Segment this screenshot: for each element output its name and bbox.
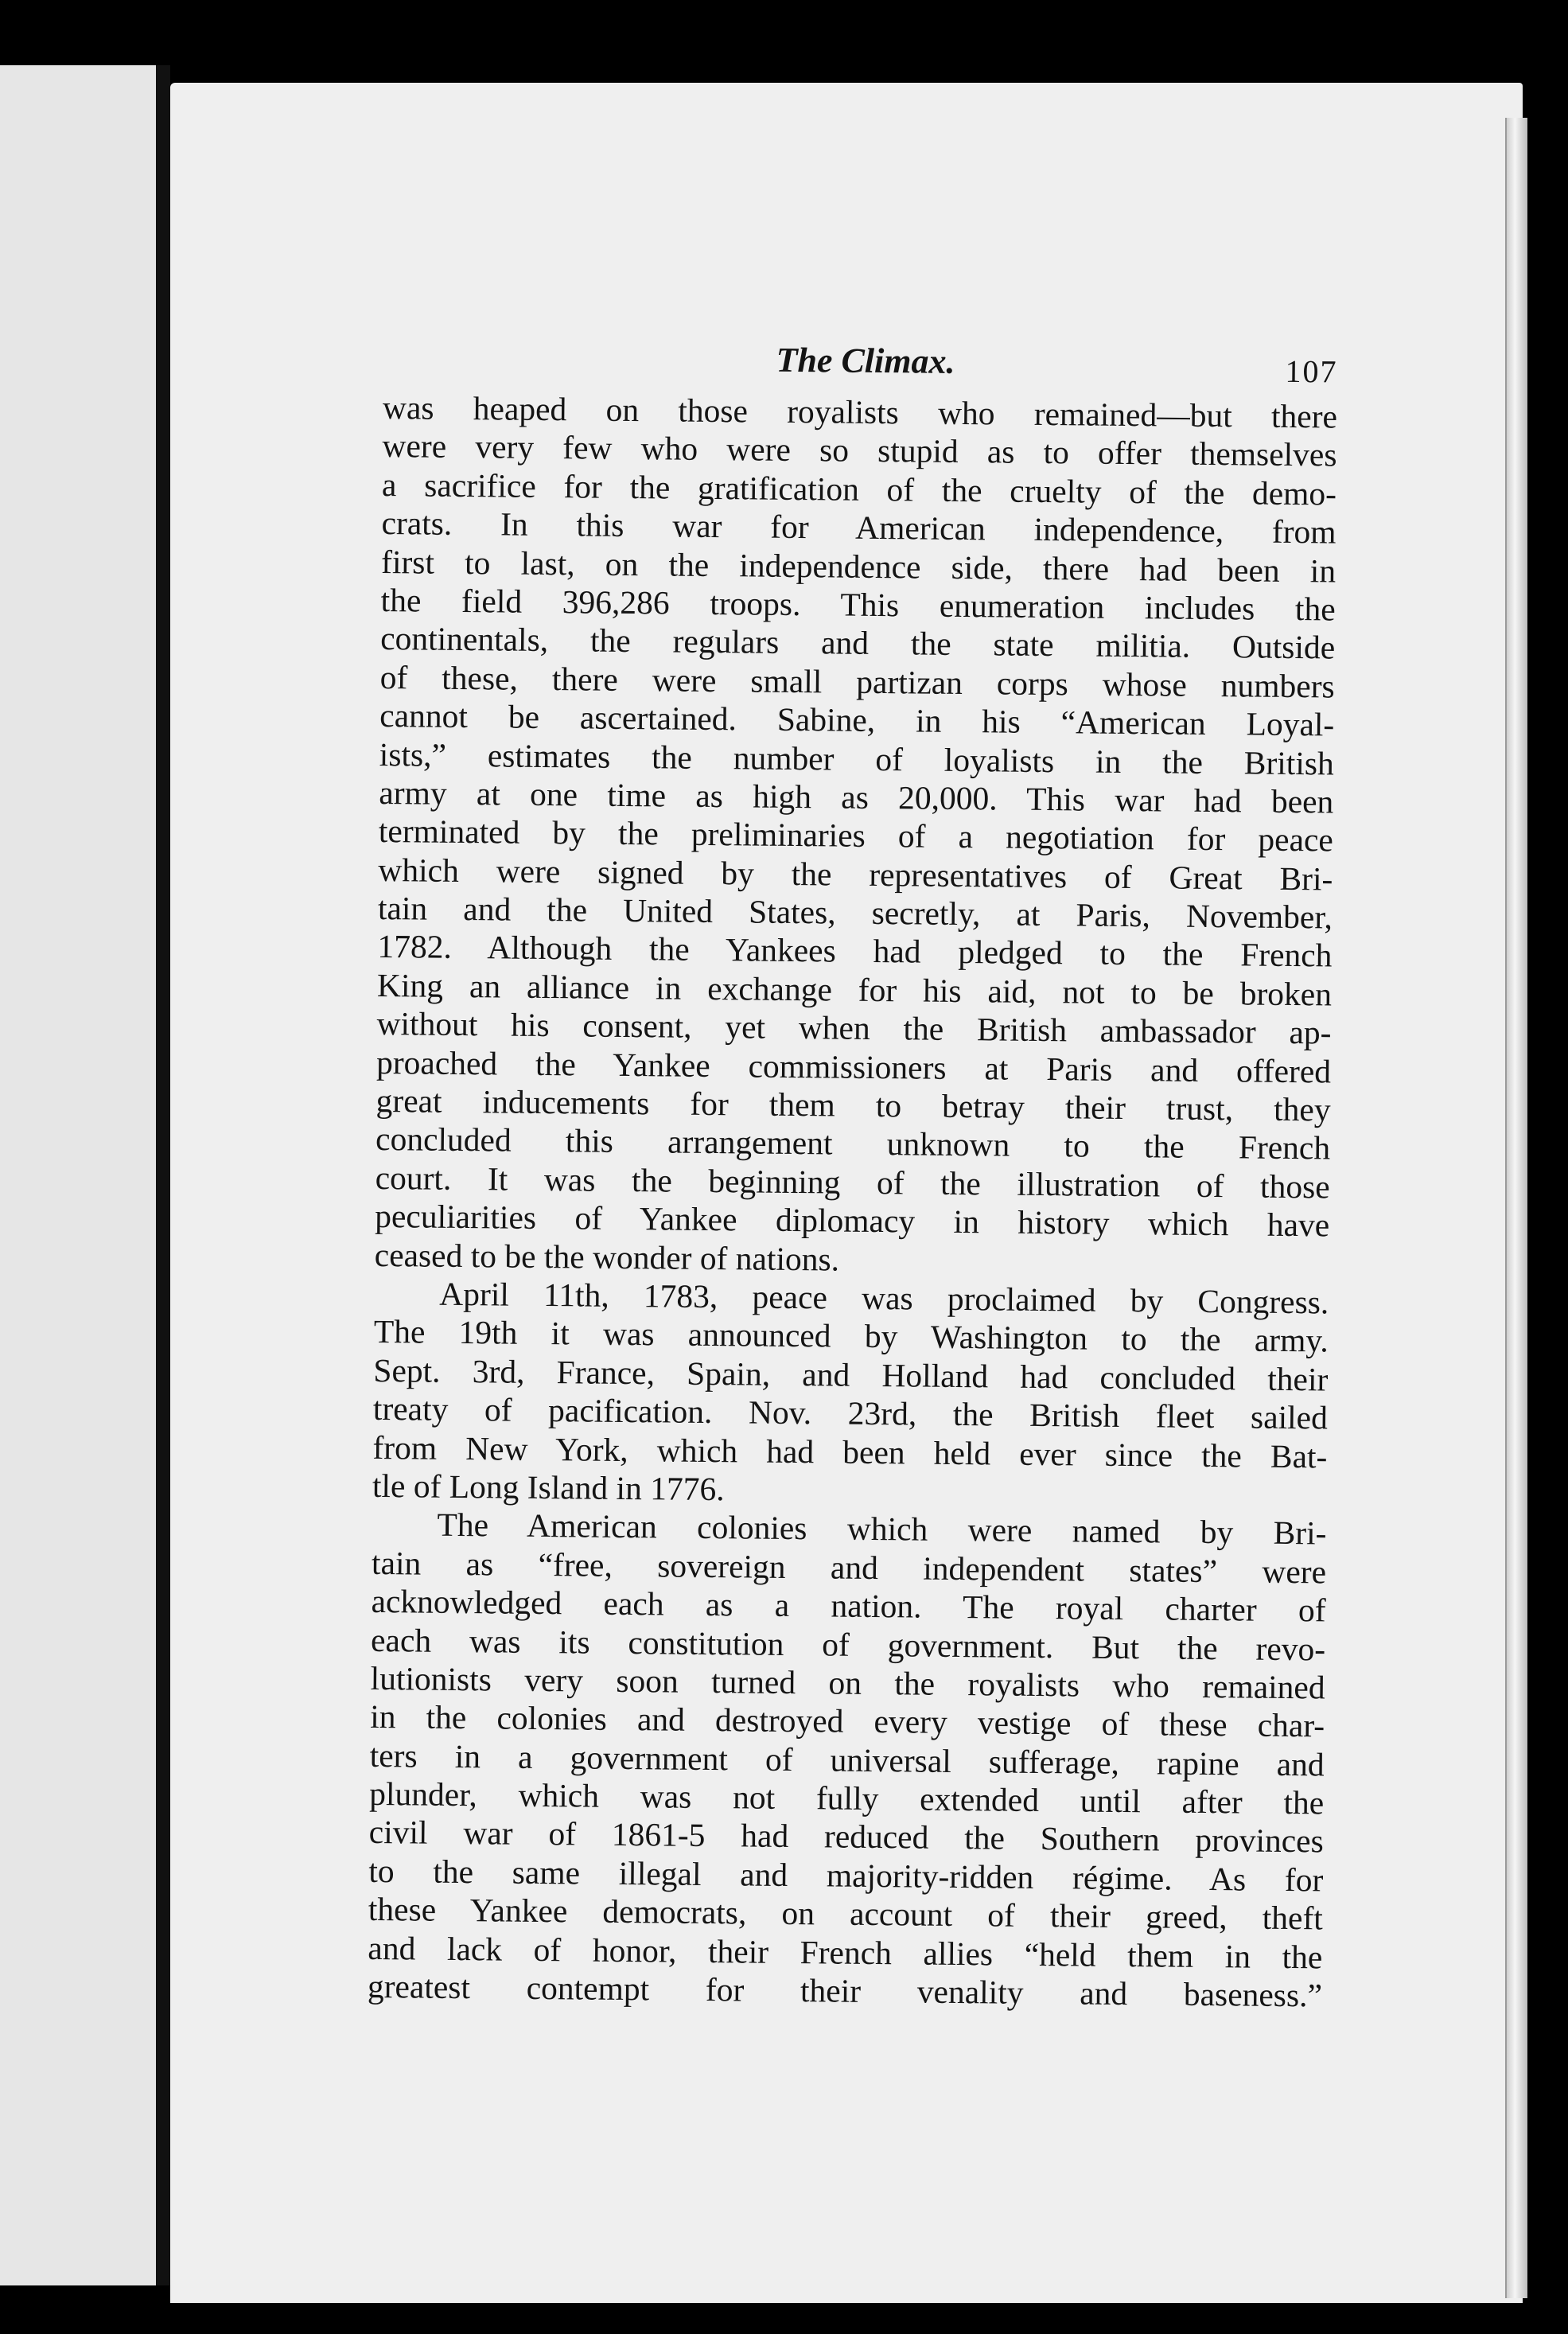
text-line: 1782. Although the Yankees had pledged to the French: [377, 928, 1333, 974]
text-line: acknowledged each as a nation. The royal charter of: [371, 1583, 1326, 1629]
text-line: tain as “free, sovereign and independent states” were: [371, 1544, 1327, 1591]
text-line: each was its constitution of government. But the revo-: [370, 1621, 1326, 1667]
text-line: King an alliance in exchange for his aid, not to be broken: [376, 966, 1333, 1013]
text-line: the field 396,286 troops. This enumeration includes the: [380, 581, 1336, 628]
text-line: Sept. 3rd, France, Spain, and Holland had concluded their: [373, 1351, 1329, 1398]
text-line: and lack of honor, their French allies “held them in the: [368, 1929, 1323, 1976]
text-line: in the colonies and destroyed every vestige of these char-: [369, 1698, 1325, 1744]
text-line: terminated by the preliminaries of a negotiation for peace: [378, 812, 1334, 859]
body-text: [368, 388, 1337, 2015]
text-line: The 19th it was announced by Washington to the army.: [373, 1313, 1329, 1359]
text-line: civil war of 1861-5 had reduced the Southern provinces: [368, 1814, 1324, 1860]
text-line: court. It was the beginning of the illustration of those: [375, 1159, 1330, 1206]
text-line: ters in a government of universal sufferage, rapine and: [369, 1736, 1325, 1783]
page-fore-edge: [1505, 118, 1527, 2298]
text-line: continentals, the regulars and the state militia. Outside: [379, 620, 1336, 666]
text-line: greatest contempt for their venality and baseness.”: [367, 1967, 1323, 2014]
text-line: crats. In this war for American independence, from: [381, 505, 1336, 551]
text-line: a sacrifice for the gratification of the cruelty of the demo-: [381, 466, 1337, 512]
text-line: first to last, on the independence side, there had been in: [380, 543, 1336, 590]
text-line: great inducements for them to betray their trust, they: [375, 1081, 1331, 1128]
text-line: cannot be ascertained. Sabine, in his “American Loyal-: [379, 697, 1335, 743]
text-line: tain and the United States, secretly, at Paris, November,: [377, 890, 1333, 936]
text-line: which were signed by the representatives of Great Bri-: [378, 851, 1333, 898]
text-line: peculiarities of Yankee diplomacy in history which have: [375, 1198, 1330, 1244]
page-number: 107: [1285, 353, 1338, 390]
text-line: were very few who were so stupid as to offer themselves: [382, 427, 1337, 473]
book-gutter: [156, 65, 170, 2285]
text-line: without his consent, yet when the British ambassador ap-: [376, 1005, 1332, 1051]
text-line: of these, there were small partizan corps whose numbers: [379, 658, 1335, 705]
page-text-block: [368, 325, 1338, 2015]
text-line: these Yankee democrats, on account of their greed, theft: [368, 1891, 1324, 1937]
text-line: April 11th, 1783, peace was proclaimed by Congress.: [439, 1275, 1329, 1321]
text-line: to the same illegal and majority-ridden régime. As for: [368, 1852, 1324, 1899]
text-line: lutionists very soon turned on the royalists who remained: [370, 1659, 1325, 1706]
text-line: was heaped on those royalists who remained—but there: [382, 388, 1338, 435]
text-line: tle of Long Island in 1776.: [372, 1467, 725, 1508]
text-line: concluded this arrangement unknown to the French: [375, 1120, 1331, 1167]
running-head: [383, 325, 1338, 398]
text-line: treaty of pacification. Nov. 23rd, the British fleet sailed: [372, 1390, 1329, 1436]
text-line: The American colonies which were named by Bri-: [437, 1506, 1327, 1552]
text-line: plunder, which was not fully extended until after the: [369, 1775, 1325, 1822]
running-title: The Climax.: [776, 340, 955, 381]
facing-page-edge: [0, 65, 159, 2285]
text-line: ceased to be the wonder of nations.: [374, 1236, 840, 1278]
text-line: proached the Yankee commissioners at Paris and offered: [375, 1043, 1332, 1090]
text-line: army at one time as high as 20,000. This war had been: [379, 773, 1334, 820]
text-line: from New York, which had been held ever since the Bat-: [372, 1428, 1328, 1475]
text-line: ists,” estimates the number of loyalists in the British: [379, 735, 1334, 782]
